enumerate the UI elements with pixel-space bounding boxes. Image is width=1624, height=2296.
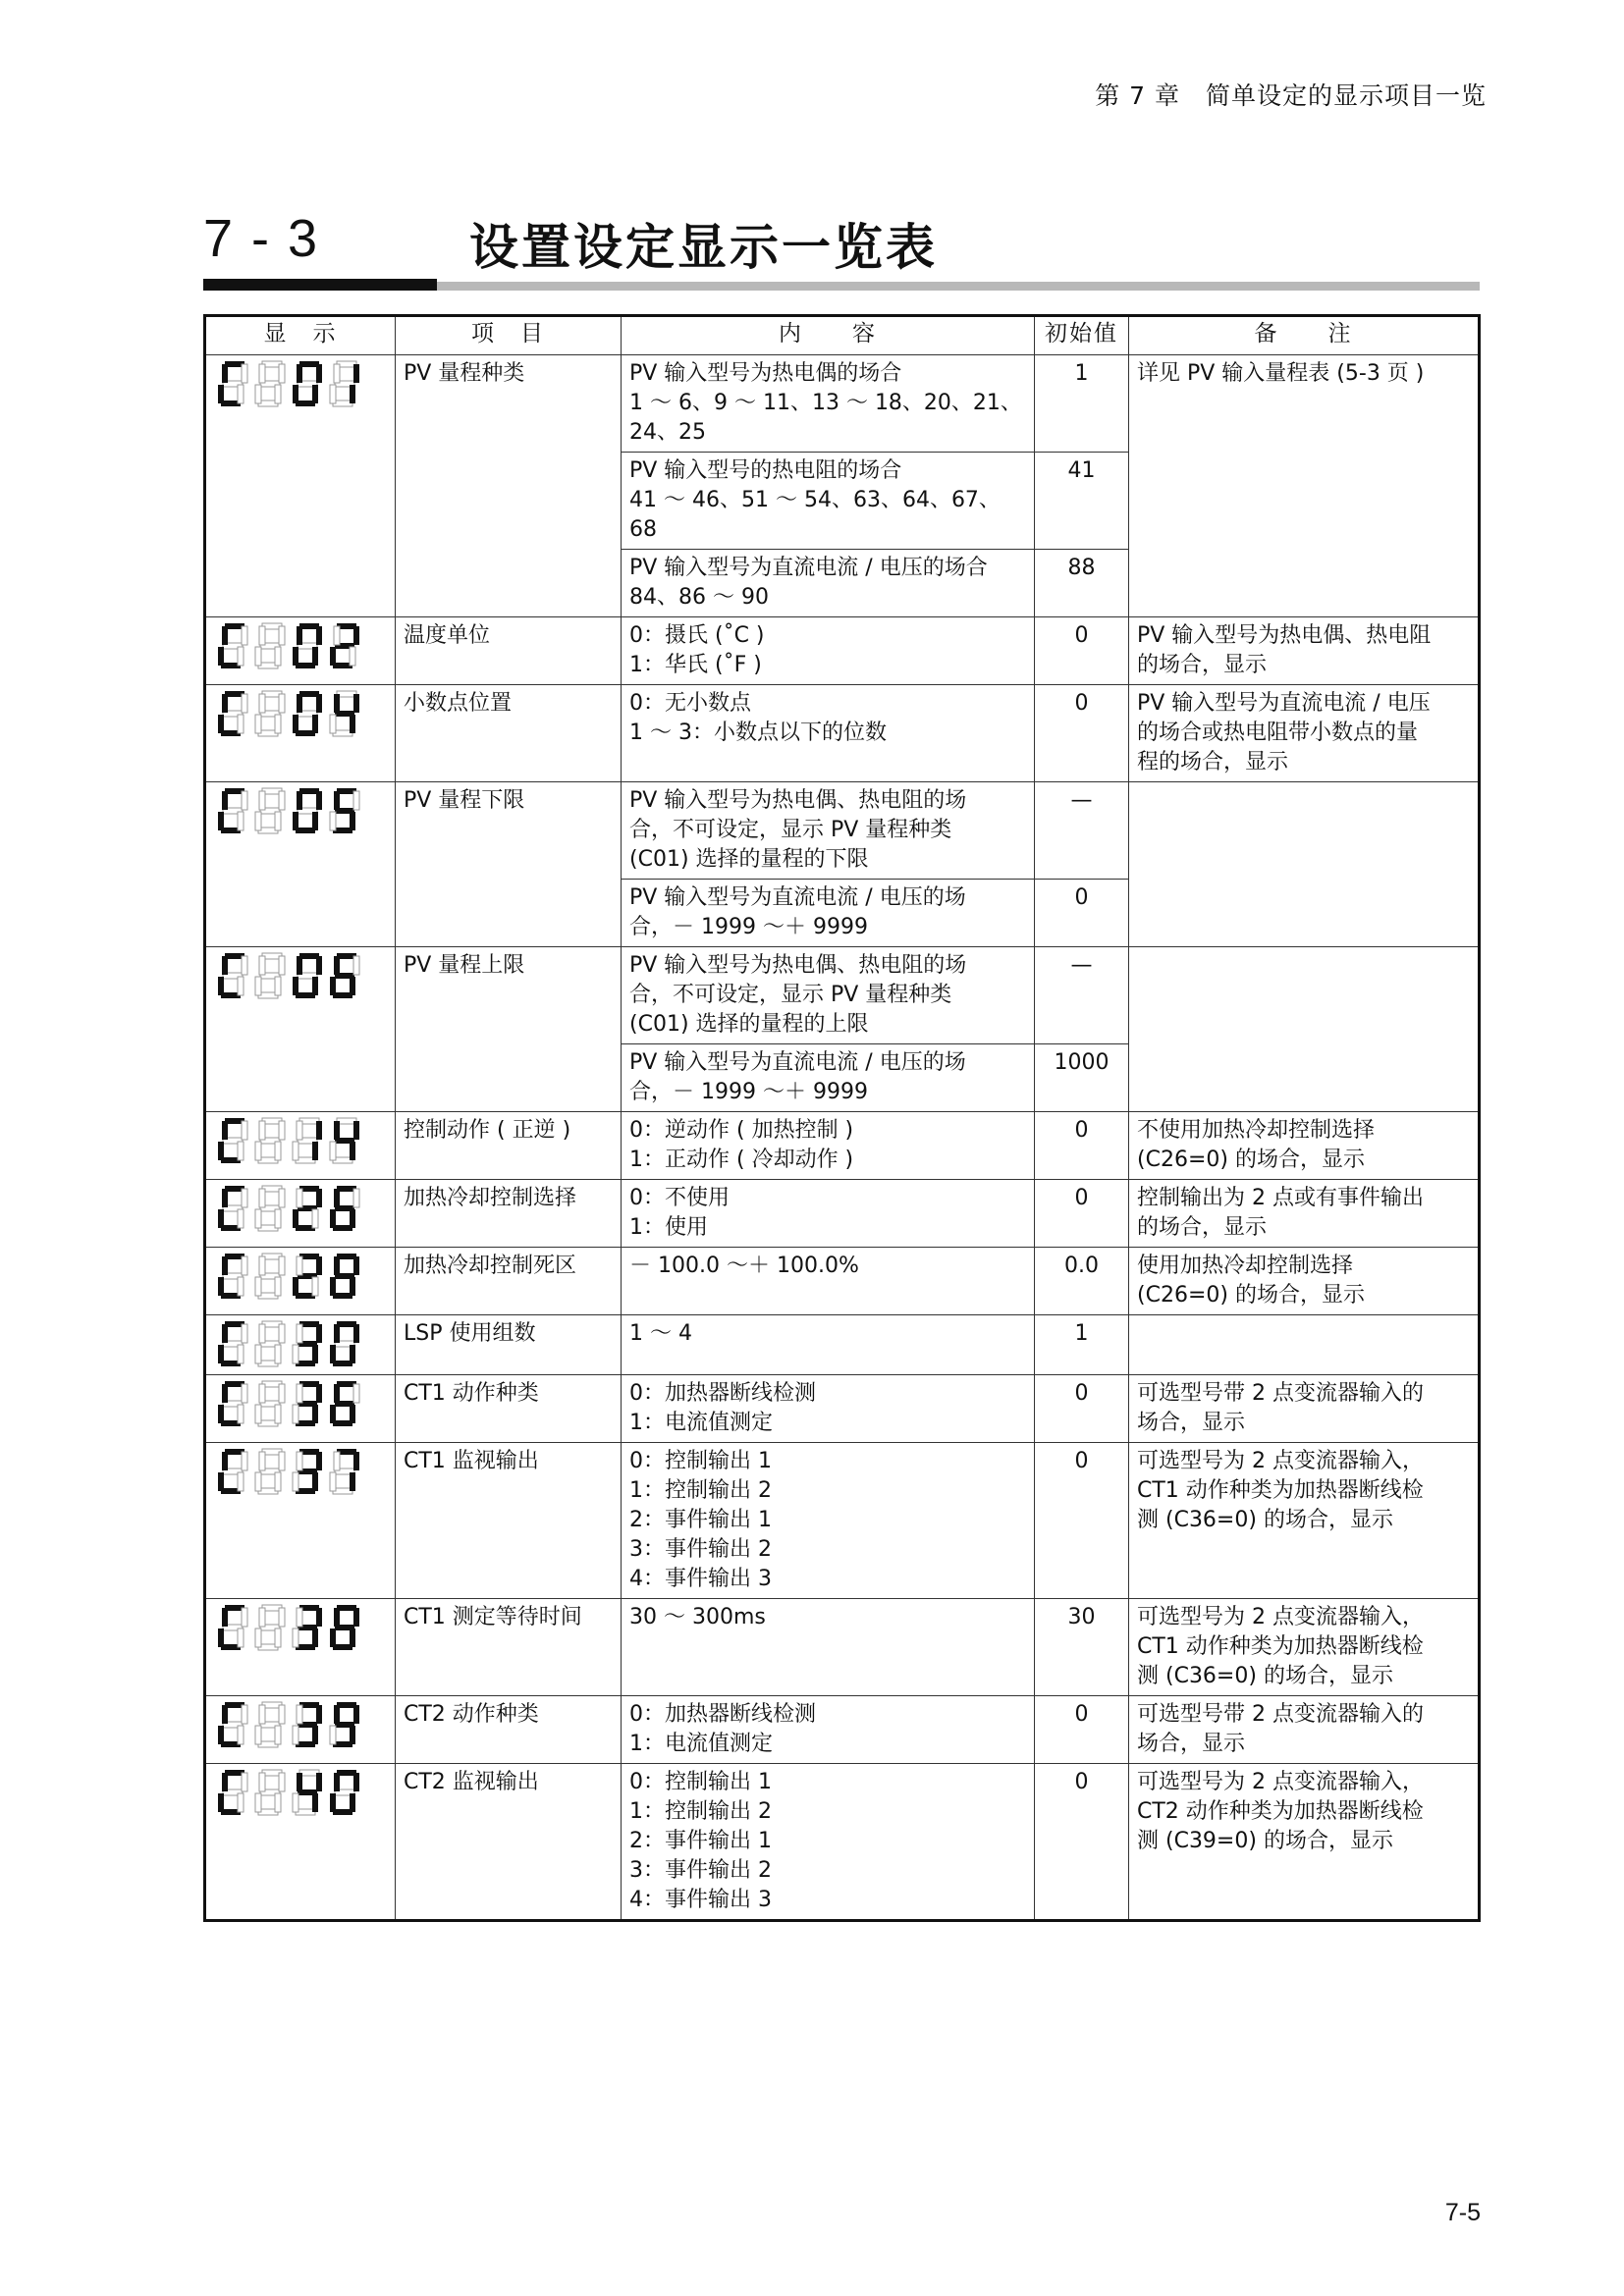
page-number: 7-5 bbox=[1444, 2199, 1481, 2226]
seven-segment-display bbox=[214, 621, 371, 672]
item-cell: 加热冷却控制死区 bbox=[396, 1248, 622, 1315]
content-cell: 0：逆动作 ( 加热控制 ) 1：正动作 ( 冷却动作 ) bbox=[622, 1112, 1035, 1180]
remark-cell: 详见 PV 输入量程表 (5-3 页 ) bbox=[1129, 355, 1480, 617]
initial-value-cell: 0 bbox=[1035, 685, 1129, 782]
display-cell bbox=[205, 1112, 396, 1180]
item-cell: PV 量程种类 bbox=[396, 355, 622, 617]
display-cell bbox=[205, 1696, 396, 1764]
title-rule-gray bbox=[437, 282, 1480, 291]
content-cell: PV 输入型号为直流电流 / 电压的场 合，－ 1999 ～＋ 9999 bbox=[622, 880, 1035, 947]
content-cell: 30 ～ 300ms bbox=[622, 1599, 1035, 1696]
item-cell: 小数点位置 bbox=[396, 685, 622, 782]
initial-value-cell: 0 bbox=[1035, 1764, 1129, 1921]
col-header-item: 项 目 bbox=[396, 316, 622, 355]
initial-value-cell: 0 bbox=[1035, 880, 1129, 947]
table-row bbox=[205, 947, 1480, 1044]
item-cell: CT1 测定等待时间 bbox=[396, 1599, 622, 1696]
seven-segment-display bbox=[214, 951, 371, 1002]
table-row bbox=[205, 1112, 1480, 1180]
seven-segment-display bbox=[214, 359, 371, 410]
initial-value-cell: 0 bbox=[1035, 1375, 1129, 1443]
remark-cell: 可选型号为 2 点变流器输入， CT1 动作种类为加热器断线检 测 (C36=0) 的场合，显示 bbox=[1129, 1443, 1480, 1599]
content-cell: PV 输入型号为直流电流 / 电压的场 合，－ 1999 ～＋ 9999 bbox=[622, 1044, 1035, 1112]
remark-cell: PV 输入型号为热电偶、热电阻 的场合，显示 bbox=[1129, 617, 1480, 685]
col-header-initial: 初始值 bbox=[1035, 316, 1129, 355]
item-cell: 温度单位 bbox=[396, 617, 622, 685]
initial-value-cell: 0 bbox=[1035, 1112, 1129, 1180]
remark-cell: 可选型号带 2 点变流器输入的 场合，显示 bbox=[1129, 1375, 1480, 1443]
table-row bbox=[205, 1443, 1480, 1599]
content-cell: PV 输入型号为热电偶、热电阻的场 合，不可设定，显示 PV 量程种类 (C01) 选择的量程的下限 bbox=[622, 782, 1035, 880]
item-cell: LSP 使用组数 bbox=[396, 1315, 622, 1375]
display-cell bbox=[205, 1375, 396, 1443]
initial-value-cell: 0 bbox=[1035, 1443, 1129, 1599]
item-cell: 加热冷却控制选择 bbox=[396, 1180, 622, 1248]
item-cell: CT1 监视输出 bbox=[396, 1443, 622, 1599]
title-rule-dark bbox=[203, 279, 437, 291]
initial-value-cell: 1000 bbox=[1035, 1044, 1129, 1112]
initial-value-cell: 0.0 bbox=[1035, 1248, 1129, 1315]
table-row bbox=[205, 782, 1480, 880]
display-cell bbox=[205, 782, 396, 947]
content-cell: 0：摄氏 (˚C ) 1：华氏 (˚F ) bbox=[622, 617, 1035, 685]
seven-segment-display bbox=[214, 1768, 371, 1819]
content-cell: － 100.0 ～＋ 100.0% bbox=[622, 1248, 1035, 1315]
seven-segment-display bbox=[214, 1379, 371, 1430]
initial-value-cell: — bbox=[1035, 782, 1129, 880]
content-cell: 0：控制输出 1 1：控制输出 2 2：事件输出 1 3：事件输出 2 4：事件输出 3 bbox=[622, 1443, 1035, 1599]
table-header-row bbox=[205, 316, 1480, 355]
item-cell: CT2 动作种类 bbox=[396, 1696, 622, 1764]
content-cell: 0：控制输出 1 1：控制输出 2 2：事件输出 1 3：事件输出 2 4：事件输出 3 bbox=[622, 1764, 1035, 1921]
initial-value-cell: 0 bbox=[1035, 1696, 1129, 1764]
seven-segment-display bbox=[214, 1700, 371, 1751]
setup-display-table bbox=[203, 314, 1481, 1922]
display-cell bbox=[205, 1443, 396, 1599]
table-row bbox=[205, 1375, 1480, 1443]
content-cell: 0：不使用 1：使用 bbox=[622, 1180, 1035, 1248]
initial-value-cell: 88 bbox=[1035, 550, 1129, 617]
table-row bbox=[205, 685, 1480, 782]
col-header-content: 内 容 bbox=[622, 316, 1035, 355]
col-header-display: 显 示 bbox=[205, 316, 396, 355]
initial-value-cell: 1 bbox=[1035, 1315, 1129, 1375]
item-cell: PV 量程下限 bbox=[396, 782, 622, 947]
item-cell: PV 量程上限 bbox=[396, 947, 622, 1112]
remark-cell bbox=[1129, 947, 1480, 1112]
display-cell bbox=[205, 947, 396, 1112]
content-cell: 1 ～ 4 bbox=[622, 1315, 1035, 1375]
initial-value-cell: 30 bbox=[1035, 1599, 1129, 1696]
remark-cell: 可选型号为 2 点变流器输入， CT1 动作种类为加热器断线检 测 (C36=0) 的场合，显示 bbox=[1129, 1599, 1480, 1696]
display-cell bbox=[205, 1599, 396, 1696]
table-row bbox=[205, 1696, 1480, 1764]
table-row bbox=[205, 1180, 1480, 1248]
content-cell: PV 输入型号的热电阻的场合 41 ～ 46、51 ～ 54、63、64、67、68 bbox=[622, 453, 1035, 550]
seven-segment-display bbox=[214, 1447, 371, 1498]
table-row bbox=[205, 1599, 1480, 1696]
seven-segment-display bbox=[214, 1319, 371, 1370]
remark-cell: 不使用加热冷却控制选择 (C26=0) 的场合，显示 bbox=[1129, 1112, 1480, 1180]
initial-value-cell: 1 bbox=[1035, 355, 1129, 453]
display-cell bbox=[205, 685, 396, 782]
item-cell: CT1 动作种类 bbox=[396, 1375, 622, 1443]
table-row bbox=[205, 1248, 1480, 1315]
initial-value-cell: — bbox=[1035, 947, 1129, 1044]
seven-segment-display bbox=[214, 1184, 371, 1235]
initial-value-cell: 0 bbox=[1035, 1180, 1129, 1248]
seven-segment-display bbox=[214, 1603, 371, 1654]
content-cell: 0：加热器断线检测 1：电流值测定 bbox=[622, 1375, 1035, 1443]
table-row bbox=[205, 355, 1480, 453]
remark-cell bbox=[1129, 782, 1480, 947]
running-head: 第 7 章 简单设定的显示项目一览 bbox=[1095, 81, 1487, 110]
content-cell: 0：加热器断线检测 1：电流值测定 bbox=[622, 1696, 1035, 1764]
seven-segment-display bbox=[214, 786, 371, 837]
table-row bbox=[205, 1315, 1480, 1375]
remark-cell: PV 输入型号为直流电流 / 电压 的场合或热电阻带小数点的量 程的场合，显示 bbox=[1129, 685, 1480, 782]
display-cell bbox=[205, 355, 396, 617]
initial-value-cell: 41 bbox=[1035, 453, 1129, 550]
remark-cell: 可选型号为 2 点变流器输入， CT2 动作种类为加热器断线检 测 (C39=0) 的场合，显示 bbox=[1129, 1764, 1480, 1921]
content-cell: 0：无小数点 1 ～ 3：小数点以下的位数 bbox=[622, 685, 1035, 782]
section-number: 7 - 3 bbox=[203, 209, 320, 268]
seven-segment-display bbox=[214, 689, 371, 740]
display-cell bbox=[205, 617, 396, 685]
item-cell: 控制动作 ( 正逆 ) bbox=[396, 1112, 622, 1180]
initial-value-cell: 0 bbox=[1035, 617, 1129, 685]
item-cell: CT2 监视输出 bbox=[396, 1764, 622, 1921]
display-cell bbox=[205, 1764, 396, 1921]
seven-segment-display bbox=[214, 1116, 371, 1167]
display-cell bbox=[205, 1248, 396, 1315]
col-header-remark: 备 注 bbox=[1129, 316, 1480, 355]
remark-cell: 使用加热冷却控制选择 (C26=0) 的场合，显示 bbox=[1129, 1248, 1480, 1315]
content-cell: PV 输入型号为热电偶、热电阻的场 合，不可设定，显示 PV 量程种类 (C01) 选择的量程的上限 bbox=[622, 947, 1035, 1044]
remark-cell: 可选型号带 2 点变流器输入的 场合，显示 bbox=[1129, 1696, 1480, 1764]
remark-cell bbox=[1129, 1315, 1480, 1375]
content-cell: PV 输入型号为热电偶的场合 1 ～ 6、9 ～ 11、13 ～ 18、20、21、 24、25 bbox=[622, 355, 1035, 453]
section-title: 设置设定显示一览表 bbox=[469, 219, 938, 276]
display-cell bbox=[205, 1315, 396, 1375]
display-cell bbox=[205, 1180, 396, 1248]
seven-segment-display bbox=[214, 1252, 371, 1303]
table-row bbox=[205, 1764, 1480, 1921]
content-cell: PV 输入型号为直流电流 / 电压的场合 84、86 ～ 90 bbox=[622, 550, 1035, 617]
table-row bbox=[205, 617, 1480, 685]
remark-cell: 控制输出为 2 点或有事件输出 的场合，显示 bbox=[1129, 1180, 1480, 1248]
